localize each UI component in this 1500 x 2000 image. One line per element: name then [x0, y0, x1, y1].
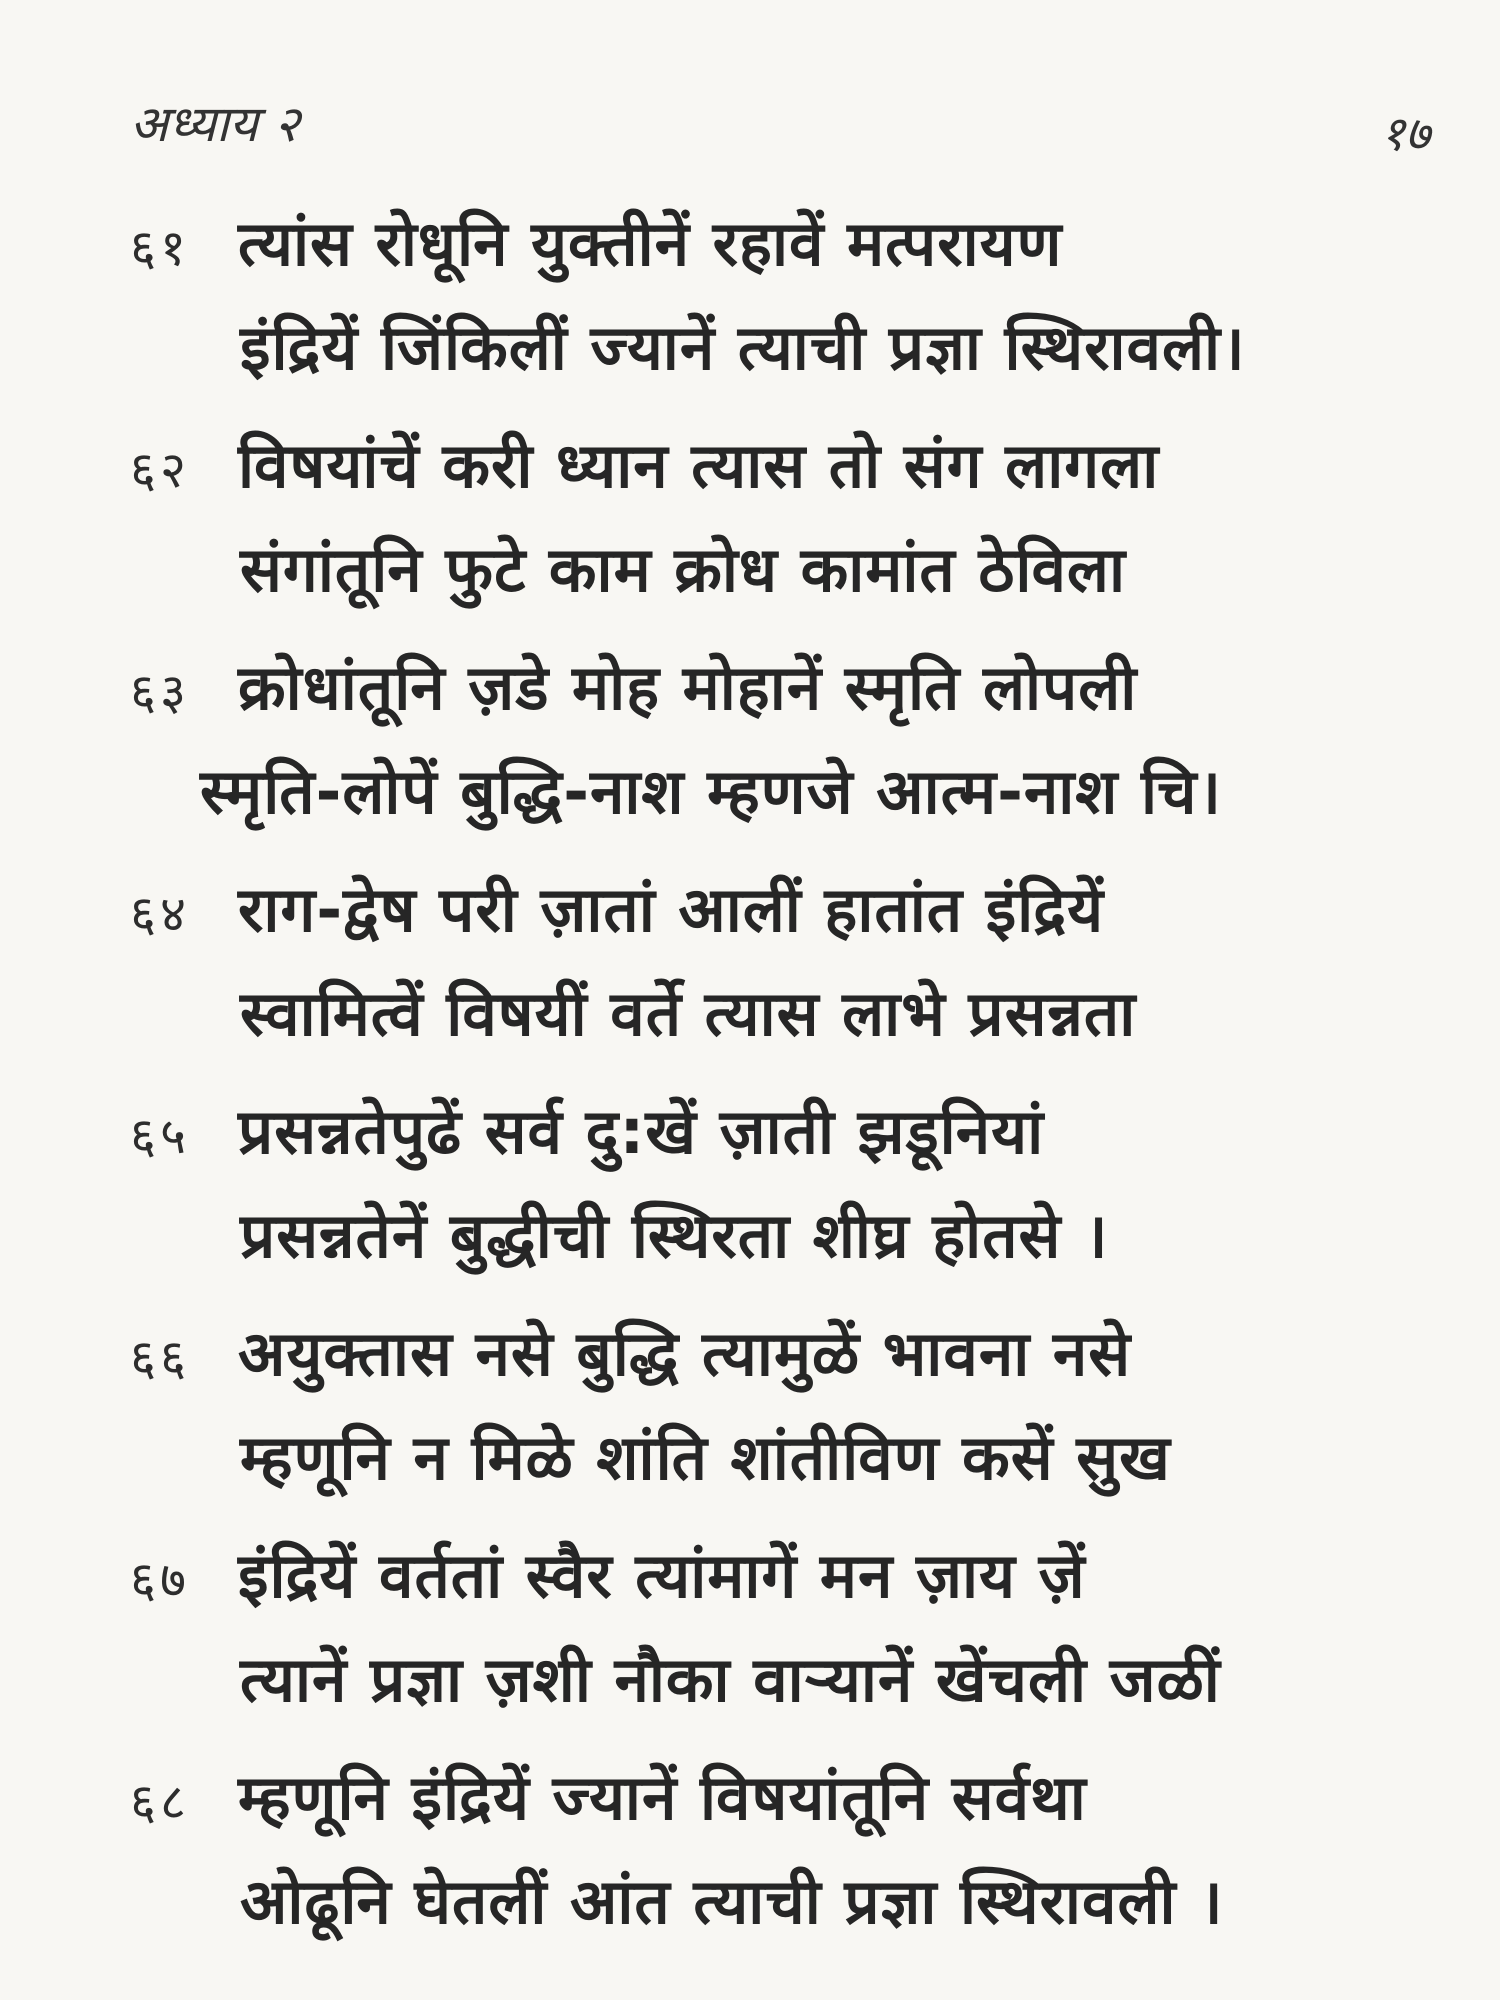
verse-number: ६७ — [130, 1551, 190, 1609]
verse-number: ६४ — [130, 885, 190, 943]
verse-line-1: राग-द्वेष परी ज़ातां आलीं हातांत इंद्रियें — [238, 873, 1105, 946]
verse-number: ६५ — [130, 1107, 190, 1165]
verse-line-1: क्रोधांतूनि ज़डे मोह मोहानें स्मृति लोपली — [238, 651, 1138, 724]
verse-line-1: प्रसन्नतेपुढें सर्व दु:खें ज़ाती झडूनियां — [238, 1095, 1045, 1168]
verse-line-1: त्यांस रोधूनि युक्तीनें रहावें मत्परायण — [238, 207, 1063, 280]
verse-61 — [0, 200, 1500, 422]
verse-line-2: त्यानें प्रज्ञा ज़शी नौका वाऱ्यानें खेंचली जळीं — [240, 1643, 1221, 1716]
verse-line-2: म्हणूनि न मिळे शांति शांतीविण कसें सुख — [240, 1421, 1171, 1494]
verse-line-1: म्हणूनि इंद्रियें ज्यानें विषयांतूनि सर्वथा — [238, 1761, 1087, 1834]
verse-line-1: इंद्रियें वर्ततां स्वैर त्यांमागें मन ज़ाय ज़ें — [238, 1539, 1086, 1612]
verse-line-2: प्रसन्नतेनें बुद्धीची स्थिरता शीघ्र होतसे । — [240, 1199, 1109, 1272]
verse-number: ६६ — [130, 1329, 190, 1387]
verse-line-1: अयुक्तास नसे बुद्धि त्यामुळें भावना नसे — [238, 1317, 1132, 1390]
verse-number: ६१ — [130, 219, 190, 277]
verse-68 — [0, 1754, 1500, 1976]
verse-67 — [0, 1532, 1500, 1754]
verse-number: ६२ — [130, 441, 190, 499]
verse-line-2: संगांतूनि फुटे काम क्रोध कामांत ठेविला — [240, 533, 1127, 606]
verse-66 — [0, 1310, 1500, 1532]
verse-64 — [0, 866, 1500, 1088]
verse-line-2: ओढूनि घेतलीं आंत त्याची प्रज्ञा स्थिरावली । — [240, 1865, 1224, 1938]
verse-line-1: विषयांचें करी ध्यान त्यास तो संग लागला — [238, 429, 1160, 502]
verse-number: ६३ — [130, 663, 190, 721]
page-number: १७ — [1380, 106, 1430, 162]
verse-line-2: इंद्रियें जिंकिलीं ज्यानें त्याची प्रज्ञा स्थिरावली। — [240, 311, 1246, 384]
verse-line-2: स्मृति-लोपें बुद्धि-नाश म्हणजे आत्म-नाश चि। — [200, 755, 1222, 828]
verse-65 — [0, 1088, 1500, 1310]
verse-62 — [0, 422, 1500, 644]
verse-63 — [0, 644, 1500, 866]
verse-line-2: स्वामित्वें विषयीं वर्ते त्यास लाभे प्रसन्नता — [240, 977, 1137, 1050]
chapter-heading: अध्याय २ — [130, 95, 300, 153]
verse-number: ६८ — [130, 1773, 190, 1831]
